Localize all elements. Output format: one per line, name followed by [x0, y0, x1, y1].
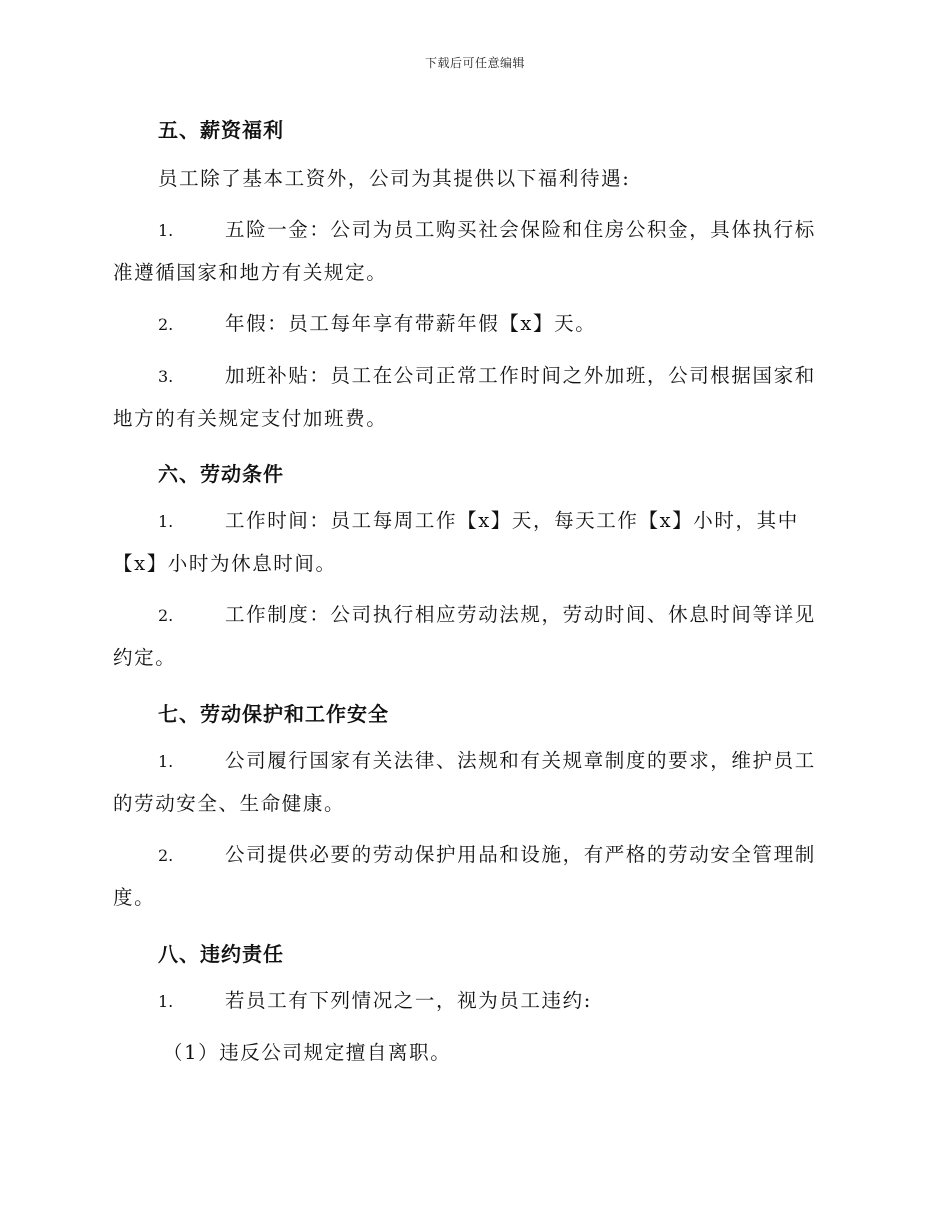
- item-number: 2.: [158, 606, 174, 625]
- item-number: 1.: [158, 992, 174, 1011]
- item-text: 五险一金：公司为员工购买社会保险和住房公积金，具体执行标准遵循国家和地方有关规定。: [113, 218, 816, 284]
- benefits-intro: [113, 158, 833, 200]
- item-text: 工作时间：员工每周工作【x】天，每天工作【x】小时，其中【x】小时为休息时间。: [113, 509, 799, 575]
- item-number: 1.: [158, 221, 174, 240]
- benefits-intro-text: 员工除了基本工资外，公司为其提供以下福利待遇:: [158, 167, 631, 190]
- item-text: 若员工有下列情况之一，视为员工违约:: [225, 989, 592, 1012]
- item-text: 工作制度：公司执行相应劳动法规，劳动时间、休息时间等详见约定。: [113, 603, 816, 669]
- item-number: 1.: [158, 512, 174, 531]
- page-header-note: 下载后可任意编辑: [424, 56, 525, 70]
- item-number: 2.: [158, 846, 174, 865]
- list-item: [113, 980, 833, 1023]
- sub-list-item: （1）违反公司规定擅自离职。: [163, 1041, 452, 1064]
- item-number: 1.: [158, 752, 174, 771]
- section-title-work-conditions: 六、劳动条件: [158, 462, 284, 486]
- item-number: 3.: [158, 367, 174, 386]
- list-item: [113, 303, 833, 346]
- item-text: 加班补贴：员工在公司正常工作时间之外加班，公司根据国家和地方的有关规定支付加班费。: [113, 364, 816, 430]
- list-item: [113, 500, 833, 585]
- item-number: 2.: [158, 315, 174, 334]
- section-title-liability: 八、违约责任: [158, 942, 284, 966]
- section-title-benefits: 五、薪资福利: [158, 118, 284, 142]
- list-item: [113, 834, 833, 919]
- section-title-labor-protection: 七、劳动保护和工作安全: [158, 702, 389, 726]
- list-item: [113, 355, 833, 440]
- item-text: 公司履行国家有关法律、法规和有关规章制度的要求，维护员工的劳动安全、生命健康。: [113, 749, 816, 815]
- list-item: [113, 740, 833, 825]
- item-text: 年假：员工每年享有带薪年假【x】天。: [225, 312, 597, 335]
- list-item: [113, 594, 833, 679]
- item-text: 公司提供必要的劳动保护用品和设施，有严格的劳动安全管理制度。: [113, 843, 816, 909]
- list-item: [113, 209, 833, 294]
